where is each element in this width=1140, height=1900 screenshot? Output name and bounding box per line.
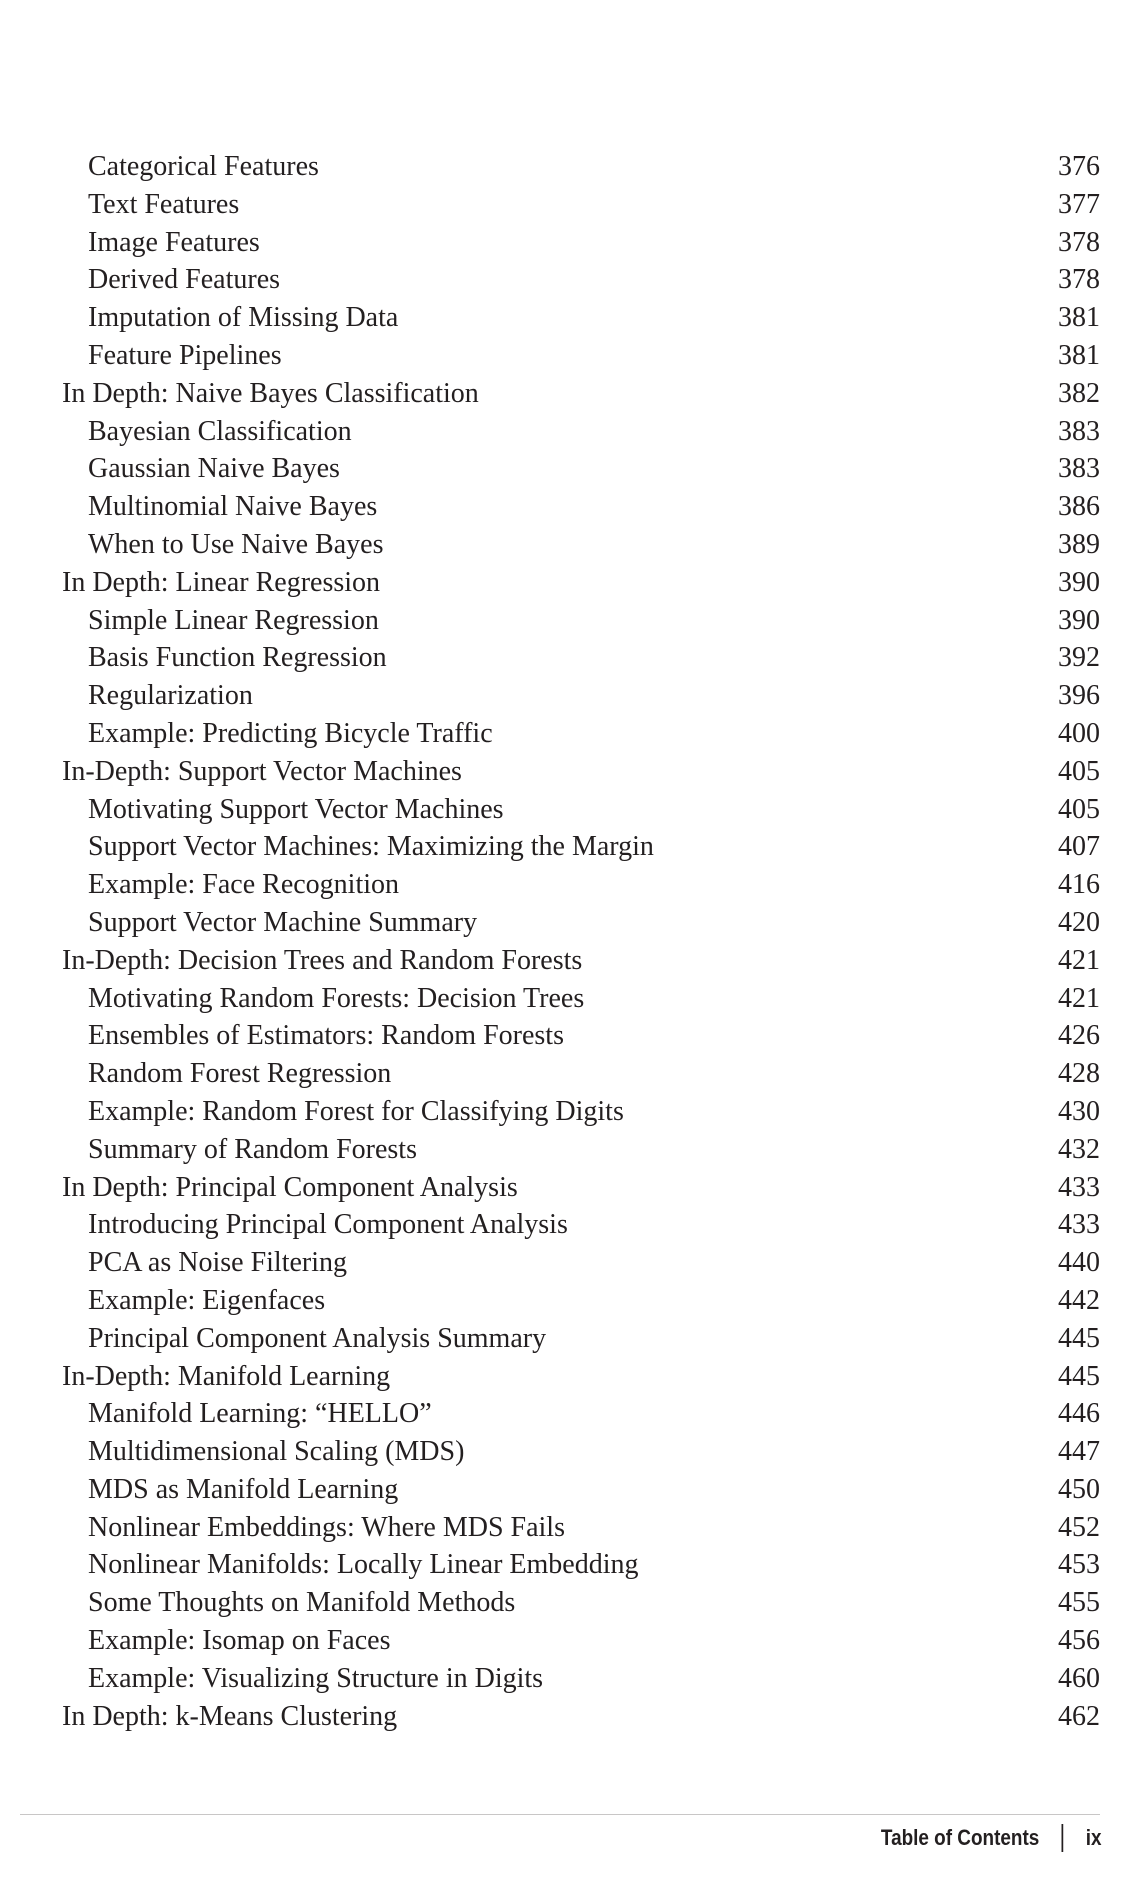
toc-subsection-entry[interactable]: [62, 450, 1100, 488]
toc-entry-title: Multidimensional Scaling (MDS): [88, 1436, 465, 1468]
toc-entry-page: 462: [1058, 1700, 1100, 1732]
toc-section-entry[interactable]: [62, 1358, 1100, 1396]
toc-subsection-entry[interactable]: [62, 337, 1100, 375]
toc-entry-title: Bayesian Classification: [88, 415, 352, 447]
toc-entry-title: Image Features: [88, 226, 260, 258]
toc-subsection-entry[interactable]: [62, 828, 1100, 866]
toc-entry-title: PCA as Noise Filtering: [88, 1247, 348, 1279]
toc-entry-page: 383: [1058, 453, 1100, 485]
toc-subsection-entry[interactable]: [62, 715, 1100, 753]
toc-entry-page: 456: [1058, 1625, 1100, 1657]
toc-subsection-entry[interactable]: [62, 1584, 1100, 1622]
toc-entry-title: Nonlinear Manifolds: Locally Linear Embedding: [88, 1549, 639, 1581]
toc-subsection-entry[interactable]: [62, 488, 1100, 526]
toc-entry-title: In Depth: Linear Regression: [62, 566, 381, 598]
toc-entry-title: Example: Isomap on Faces: [88, 1625, 391, 1657]
toc-entry-page: 390: [1058, 566, 1100, 598]
toc-subsection-entry[interactable]: [62, 1471, 1100, 1509]
toc-entry-page: 378: [1058, 226, 1100, 258]
toc-subsection-entry[interactable]: [62, 224, 1100, 262]
toc-entry-title: Regularization: [88, 680, 253, 712]
toc-entry-title: Principal Component Analysis Summary: [88, 1322, 547, 1354]
toc-entry-title: Example: Eigenfaces: [88, 1284, 326, 1316]
toc-entry-page: 386: [1058, 491, 1100, 523]
toc-entry-title: Derived Features: [88, 264, 281, 296]
toc-subsection-entry[interactable]: [62, 1546, 1100, 1584]
toc-subsection-entry[interactable]: [62, 413, 1100, 451]
toc-entry-title: Support Vector Machines: Maximizing the Margin: [88, 831, 654, 863]
toc-entry-page: 407: [1058, 831, 1100, 863]
toc-subsection-entry[interactable]: [62, 1433, 1100, 1471]
toc-entry-title: Manifold Learning: “HELLO”: [88, 1398, 432, 1430]
toc-entry-page: 376: [1058, 151, 1100, 182]
toc-entry-page: 416: [1058, 869, 1100, 901]
toc-entry-title: In-Depth: Decision Trees and Random Forests: [62, 944, 583, 976]
toc-entry-title: In Depth: Naive Bayes Classification: [62, 377, 479, 409]
toc-subsection-entry[interactable]: [62, 1395, 1100, 1433]
toc-subsection-entry[interactable]: [62, 1093, 1100, 1131]
footer-section-label: Table of Contents: [881, 1825, 1040, 1850]
toc-subsection-entry[interactable]: [62, 904, 1100, 942]
toc-subsection-entry[interactable]: [62, 1509, 1100, 1547]
toc-entry-page: 396: [1058, 680, 1100, 712]
toc-entry-title: Some Thoughts on Manifold Methods: [88, 1587, 516, 1619]
toc-entry-page: 453: [1058, 1549, 1100, 1581]
toc-entry-page: 428: [1058, 1058, 1100, 1090]
toc-entry-page: 389: [1058, 528, 1100, 560]
toc-entry-title: MDS as Manifold Learning: [88, 1473, 399, 1505]
toc-entry-title: Nonlinear Embeddings: Where MDS Fails: [88, 1511, 565, 1543]
toc-entry-title: Support Vector Machine Summary: [88, 906, 478, 938]
table-of-contents: [62, 148, 1100, 1735]
footer-divider: [20, 1814, 1100, 1815]
toc-subsection-entry[interactable]: [62, 1320, 1100, 1358]
toc-entry-page: 377: [1058, 188, 1100, 220]
toc-entry-page: 446: [1058, 1398, 1100, 1430]
page-footer: [881, 1824, 1102, 1852]
toc-entry-title: In-Depth: Manifold Learning: [62, 1360, 391, 1392]
toc-entry-page: 455: [1058, 1587, 1100, 1619]
toc-subsection-entry[interactable]: [62, 1055, 1100, 1093]
toc-entry-page: 442: [1058, 1284, 1100, 1316]
toc-entry-page: 400: [1058, 717, 1100, 749]
toc-subsection-entry[interactable]: [62, 299, 1100, 337]
toc-entry-title: When to Use Naive Bayes: [88, 528, 384, 560]
toc-entry-page: 421: [1058, 944, 1100, 976]
toc-subsection-entry[interactable]: [62, 1244, 1100, 1282]
toc-entry-title: Ensembles of Estimators: Random Forests: [88, 1020, 564, 1052]
toc-entry-title: Introducing Principal Component Analysis: [88, 1209, 568, 1241]
toc-entry-page: 378: [1058, 264, 1100, 296]
toc-subsection-entry[interactable]: [62, 1131, 1100, 1169]
toc-entry-title: Simple Linear Regression: [88, 604, 379, 636]
toc-entry-page: 382: [1058, 377, 1100, 409]
toc-subsection-entry[interactable]: [62, 1017, 1100, 1055]
toc-entry-title: In Depth: k-Means Clustering: [62, 1700, 398, 1732]
toc-entry-page: 420: [1058, 906, 1100, 938]
toc-entry-page: 445: [1058, 1322, 1100, 1354]
toc-subsection-entry[interactable]: [62, 1206, 1100, 1244]
toc-section-entry[interactable]: [62, 942, 1100, 980]
toc-entry-title: Random Forest Regression: [88, 1058, 392, 1090]
toc-subsection-entry[interactable]: [62, 980, 1100, 1018]
toc-entry-page: 405: [1058, 793, 1100, 825]
toc-entry-page: 392: [1058, 642, 1100, 674]
toc-entry-title: Categorical Features: [88, 151, 319, 182]
toc-entry-page: 405: [1058, 755, 1100, 787]
toc-entry-title: Gaussian Naive Bayes: [88, 453, 340, 485]
toc-subsection-entry[interactable]: [62, 1282, 1100, 1320]
footer-page-number: ix: [1086, 1825, 1102, 1850]
toc-subsection-entry[interactable]: [62, 526, 1100, 564]
toc-entry-page: 460: [1058, 1662, 1100, 1694]
toc-entry-page: 440: [1058, 1247, 1100, 1279]
toc-entry-title: Example: Random Forest for Classifying Digits: [88, 1095, 624, 1127]
toc-section-entry[interactable]: [62, 564, 1100, 602]
toc-entry-page: 430: [1058, 1095, 1100, 1127]
toc-entry-title: In-Depth: Support Vector Machines: [62, 755, 462, 787]
toc-entry-page: 432: [1058, 1133, 1100, 1165]
toc-entry-page: 421: [1058, 982, 1100, 1014]
toc-subsection-entry[interactable]: [62, 677, 1100, 715]
toc-entry-title: In Depth: Principal Component Analysis: [62, 1171, 518, 1203]
toc-entry-page: 447: [1058, 1436, 1100, 1468]
toc-entry-title: Example: Visualizing Structure in Digits: [88, 1662, 544, 1694]
toc-entry-page: 383: [1058, 415, 1100, 447]
toc-entry-page: 381: [1058, 302, 1100, 334]
toc-entry-title: Basis Function Regression: [88, 642, 387, 674]
toc-subsection-entry[interactable]: [62, 639, 1100, 677]
toc-section-entry[interactable]: [62, 753, 1100, 791]
toc-entry-title: Multinomial Naive Bayes: [88, 491, 378, 523]
toc-subsection-entry[interactable]: [62, 791, 1100, 829]
toc-entry-title: Feature Pipelines: [88, 339, 282, 371]
toc-entry-title: Example: Face Recognition: [88, 869, 400, 901]
toc-subsection-entry[interactable]: [62, 186, 1100, 224]
toc-subsection-entry[interactable]: [62, 602, 1100, 640]
toc-entry-title: Example: Predicting Bicycle Traffic: [88, 717, 493, 749]
toc-section-entry[interactable]: [62, 1698, 1100, 1736]
toc-entry-title: Text Features: [88, 188, 240, 220]
footer-separator: [1062, 1824, 1064, 1852]
toc-subsection-entry[interactable]: [62, 1660, 1100, 1698]
toc-subsection-entry[interactable]: [62, 866, 1100, 904]
toc-entry-title: Motivating Support Vector Machines: [88, 793, 504, 825]
toc-entry-title: Imputation of Missing Data: [88, 302, 399, 334]
toc-entry-page: 433: [1058, 1209, 1100, 1241]
toc-subsection-entry[interactable]: [62, 148, 1100, 186]
toc-entry-page: 426: [1058, 1020, 1100, 1052]
toc-entry-page: 450: [1058, 1473, 1100, 1505]
toc-section-entry[interactable]: [62, 1169, 1100, 1207]
toc-entry-title: Motivating Random Forests: Decision Trees: [88, 982, 585, 1014]
toc-entry-page: 452: [1058, 1511, 1100, 1543]
toc-subsection-entry[interactable]: [62, 261, 1100, 299]
toc-entry-page: 381: [1058, 339, 1100, 371]
toc-entry-page: 390: [1058, 604, 1100, 636]
toc-section-entry[interactable]: [62, 375, 1100, 413]
toc-entry-page: 445: [1058, 1360, 1100, 1392]
toc-subsection-entry[interactable]: [62, 1622, 1100, 1660]
toc-entry-page: 433: [1058, 1171, 1100, 1203]
toc-entry-title: Summary of Random Forests: [88, 1133, 417, 1165]
